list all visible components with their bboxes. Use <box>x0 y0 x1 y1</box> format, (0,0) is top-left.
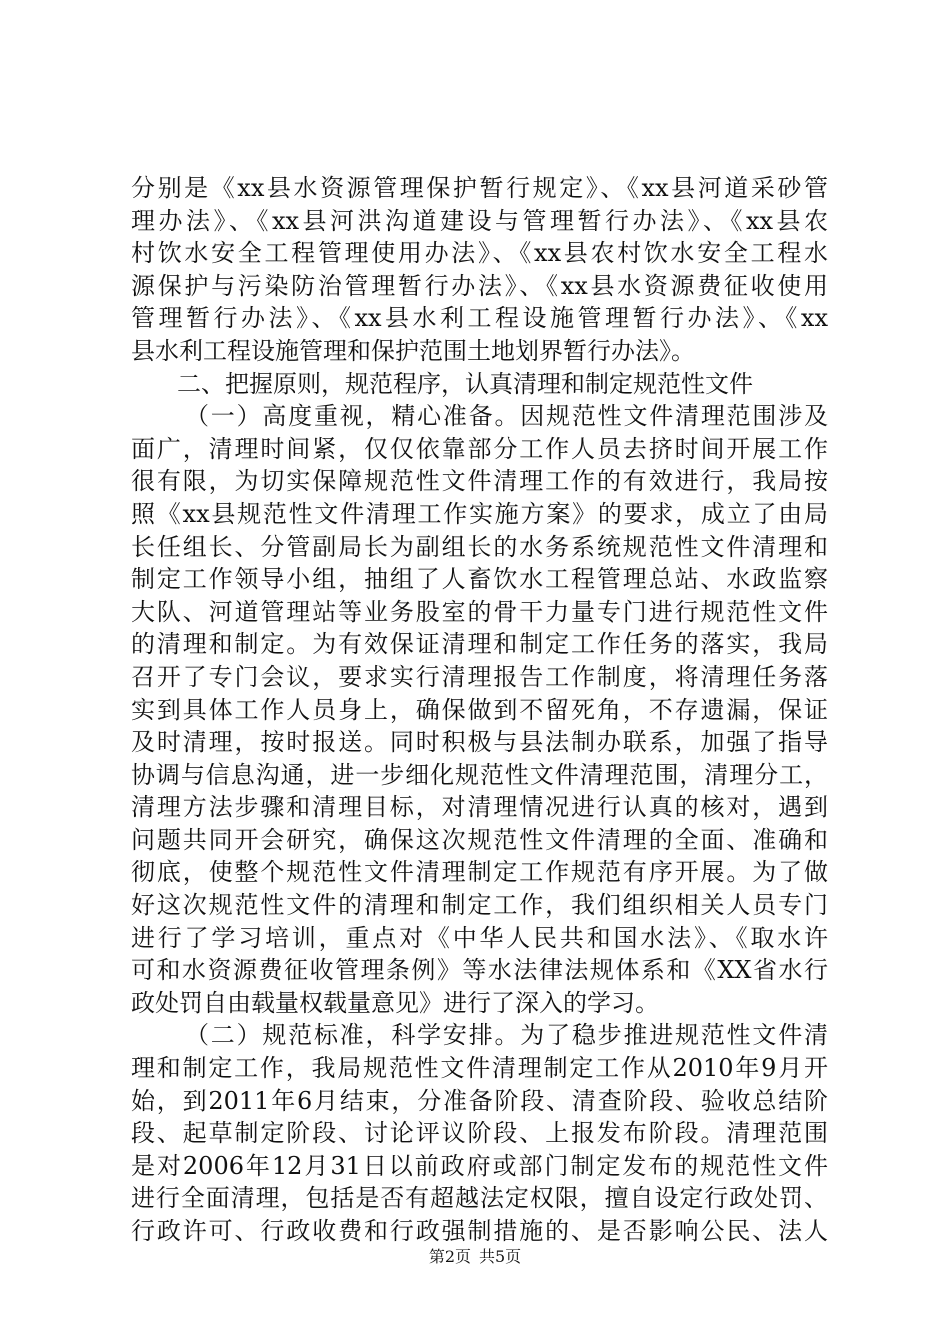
text-line: 长任组长、分管副局长为副组长的水务系统规范性文件清理和 <box>131 532 828 561</box>
section-heading: 二、把握原则，规范程序，认真清理和制定规范性文件 <box>177 369 753 398</box>
text-line: 协调与信息沟通，进一步细化规范性文件清理范围，清理分工， <box>131 760 828 789</box>
text-line: 好这次规范性文件的清理和制定工作，我们组织相关人员专门 <box>131 891 828 920</box>
text-line: 分别是《xx县水资源管理保护暂行规定》、《xx县河道采砂管 <box>131 174 828 202</box>
text-line: 进行全面清理，包括是否有超越法定权限，擅自设定行政处罚、 <box>131 1184 828 1213</box>
subsection-heading-line: （二）规范标准，科学安排。为了稳步推进规范性文件清 <box>185 1021 828 1050</box>
text-line: 照《xx县规范性文件清理工作实施方案》的要求，成立了由局 <box>131 499 828 528</box>
text-line: 可和水资源费征收管理条例》等水法律法规体系和《XX省水行 <box>131 956 828 985</box>
text-line: 大队、河道管理站等业务股室的骨干力量专门进行规范性文件 <box>131 597 828 626</box>
text-line: 很有限，为切实保障规范性文件清理工作的有效进行，我局按 <box>131 467 828 496</box>
text-line: 问题共同开会研究，确保这次规范性文件清理的全面、准确和 <box>131 825 828 854</box>
text-line: 段、起草制定阶段、讨论评议阶段、上报发布阶段。清理范围 <box>131 1119 828 1148</box>
text-line: 清理方法步骤和清理目标，对清理情况进行认真的核对，遇到 <box>131 793 828 822</box>
subsection-heading-line: （一）高度重视，精心准备。因规范性文件清理范围涉及 <box>185 402 828 431</box>
text-line: 面广，清理时间紧，仅仅依靠部分工作人员去挤时间开展工作 <box>131 434 828 463</box>
text-line: 始，到2011年6月结束，分准备阶段、清查阶段、验收总结阶 <box>131 1086 828 1115</box>
document-body <box>131 172 828 1248</box>
page-total: 共5页 <box>479 1247 522 1266</box>
text-line: 召开了专门会议，要求实行清理报告工作制度，将清理任务落 <box>131 662 828 691</box>
text-line: 县水利工程设施管理和保护范围土地划界暂行办法》。 <box>131 336 695 365</box>
text-line: 行政许可、行政收费和行政强制措施的、是否影响公民、法人 <box>131 1217 828 1245</box>
text-line: 源保护与污染防治管理暂行办法》、《xx县水资源费征收使用 <box>131 271 828 300</box>
text-line: 彻底，使整个规范性文件清理制定工作规范有序开展。为了做 <box>131 858 828 887</box>
text-line: 实到具体工作人员身上，确保做到不留死角，不存遗漏，保证 <box>131 695 828 724</box>
text-line: 理办法》、《xx县河洪沟道建设与管理暂行办法》、《xx县农 <box>131 206 828 235</box>
text-line: 及时清理，按时报送。同时积极与县法制办联系，加强了指导 <box>131 728 828 757</box>
text-line: 的清理和制定。为有效保证清理和制定工作任务的落实，我局 <box>131 630 828 659</box>
text-line: 政处罚自由载量权载量意见》进行了深入的学习。 <box>131 988 659 1017</box>
text-line: 管理暂行办法》、《xx县水利工程设施管理暂行办法》、《xx <box>131 304 828 333</box>
text-line: 是对2006年12月31日以前政府或部门制定发布的规范性文件 <box>131 1151 828 1180</box>
text-line: 制定工作领导小组，抽组了人畜饮水工程管理总站、水政监察 <box>131 565 828 594</box>
page-footer <box>0 1244 950 1267</box>
text-line: 进行了学习培训，重点对《中华人民共和国水法》、《取水许 <box>131 923 828 952</box>
text-line: 理和制定工作，我局规范性文件清理制定工作从2010年9月开 <box>131 1054 828 1083</box>
page-number: 第2页 <box>428 1247 471 1266</box>
text-line: 村饮水安全工程管理使用办法》、《xx县农村饮水安全工程水 <box>131 239 828 268</box>
